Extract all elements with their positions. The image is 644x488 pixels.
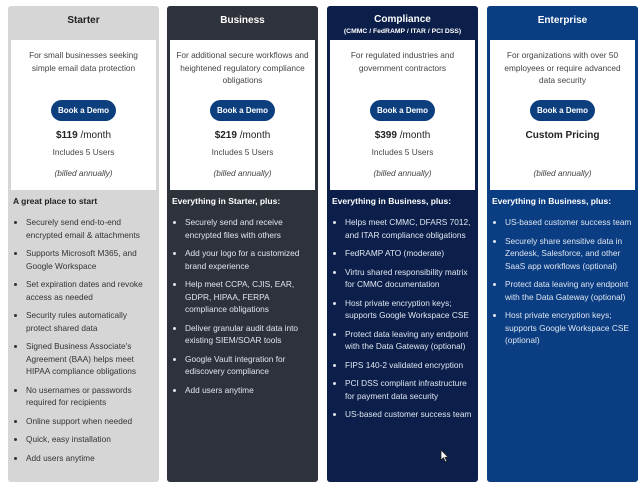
plan-title (8, 6, 159, 40)
price-period: /month (77, 130, 112, 141)
mouse-pointer-icon (440, 449, 450, 463)
plan-title (167, 6, 318, 40)
book-demo-button[interactable]: Book a Demo (530, 100, 595, 121)
feature-item: • Deliver granular audit data into existing SIEM/SOAR tools (185, 322, 313, 347)
feature-list (332, 216, 473, 421)
feature-item: • Google Vault integration for ediscovery compliance (185, 353, 313, 378)
plan-users (490, 147, 635, 157)
plan-card-enterprise (487, 6, 638, 482)
feature-item: • Virtru shared responsibility matrix for CMMC documentation (345, 266, 473, 291)
feature-item: • Protect data leaving any endpoint with the Data Gateway (optional) (505, 278, 633, 303)
feature-item: • FIPS 140-2 validated encryption (345, 359, 473, 372)
plan-users: Includes 5 Users (211, 147, 274, 157)
feature-item: • Securely send and receive encrypted files with others (185, 216, 313, 241)
plan-price (490, 130, 635, 141)
plan-description: For additional secure workflows and heightened regulatory compliance obligations (176, 50, 309, 85)
features-lead: Everything in Starter, plus: (172, 196, 281, 206)
price-period: /month (396, 130, 431, 141)
plan-title (487, 6, 638, 40)
book-demo-button[interactable]: Book a Demo (51, 100, 116, 121)
plan-name: Business (220, 15, 265, 26)
plan-features (492, 196, 633, 353)
feature-item: • Securely send end-to-end encrypted email & attachments (26, 216, 154, 241)
feature-list (492, 216, 633, 347)
feature-item: • Host private encryption keys; supports Google Workspace CSE (optional) (505, 309, 633, 347)
plan-users: Includes 5 Users (371, 147, 434, 157)
feature-item: • Add users anytime (185, 384, 313, 397)
plan-billing: (billed annually) (373, 168, 432, 178)
plan-price (170, 130, 315, 141)
price-amount: $399 (374, 130, 397, 141)
feature-item: • Supports Microsoft M365, and Google Workspace (26, 247, 154, 272)
price-period: /month (236, 130, 271, 141)
plan-price (330, 130, 475, 141)
book-demo-button[interactable]: Book a Demo (210, 100, 275, 121)
feature-item: • Securely share sensitive data in Zendesk, Salesforce, and other SaaS app workflows (optional) (505, 235, 633, 273)
feature-list (172, 216, 313, 396)
feature-item: • Signed Business Associate's Agreement (BAA) helps meet HIPAA compliance obligations (26, 340, 154, 378)
plan-price (11, 130, 156, 141)
plan-title (327, 6, 478, 40)
features-lead: Everything in Business, plus: (492, 196, 612, 206)
plan-features (172, 196, 313, 402)
plan-billing: (billed annually) (213, 168, 272, 178)
plan-summary (490, 40, 635, 190)
plan-summary (330, 40, 475, 190)
plan-billing: (billed annually) (54, 168, 113, 178)
price-amount: Custom Pricing (525, 130, 600, 141)
feature-item: • Add users anytime (26, 452, 154, 465)
feature-item: • Help meet CCPA, CJIS, EAR, GDPR, HIPAA, FERPA compliance obligations (185, 278, 313, 316)
plan-features (13, 196, 154, 470)
features-lead: Everything in Business, plus: (332, 196, 452, 206)
feature-item: • Protect data leaving any endpoint with the Data Gateway (optional) (345, 328, 473, 353)
feature-item: • US-based customer success team (345, 408, 473, 421)
plan-name: Enterprise (537, 15, 588, 26)
feature-item: • US-based customer success team (505, 216, 633, 229)
feature-item: • Host private encryption keys; supports Google Workspace CSE (345, 297, 473, 322)
plan-description: For organizations with over 50 employees or require advanced data security (504, 50, 621, 85)
plan-card-starter (8, 6, 159, 482)
feature-item: • No usernames or passwords required for recipients (26, 384, 154, 409)
book-demo-button[interactable]: Book a Demo (370, 100, 435, 121)
feature-item: • Online support when needed (26, 415, 154, 428)
plan-name: Compliance (374, 14, 431, 25)
pricing-plans (8, 6, 638, 484)
feature-item: • Add your logo for a customized brand experience (185, 247, 313, 272)
feature-item: • FedRAMP ATO (moderate) (345, 247, 473, 260)
feature-item: • Security rules automatically protect shared data (26, 309, 154, 334)
plan-subtitle: (CMMC / FedRAMP / ITAR / PCI DSS) (343, 28, 462, 35)
plan-summary (11, 40, 156, 190)
feature-list (13, 216, 154, 464)
feature-item: • Helps meet CMMC, DFARS 7012, and ITAR compliance obligations (345, 216, 473, 241)
plan-features (332, 196, 473, 427)
plan-description: For small businesses seeking simple email data protection (29, 50, 138, 73)
price-amount: $219 (214, 130, 237, 141)
feature-item: • Quick, easy installation (26, 433, 154, 446)
feature-item: • Set expiration dates and revoke access as needed (26, 278, 154, 303)
plan-summary (170, 40, 315, 190)
plan-name: Starter (67, 15, 100, 26)
plan-description: For regulated industries and government contractors (350, 50, 455, 73)
plan-card-compliance (327, 6, 478, 482)
features-lead: A great place to start (13, 196, 98, 206)
feature-item: • PCI DSS compliant infrastructure for payment data security (345, 377, 473, 402)
plan-card-business (167, 6, 318, 482)
plan-billing: (billed annually) (533, 168, 592, 178)
plan-users: Includes 5 Users (52, 147, 115, 157)
price-amount: $119 (55, 130, 78, 141)
